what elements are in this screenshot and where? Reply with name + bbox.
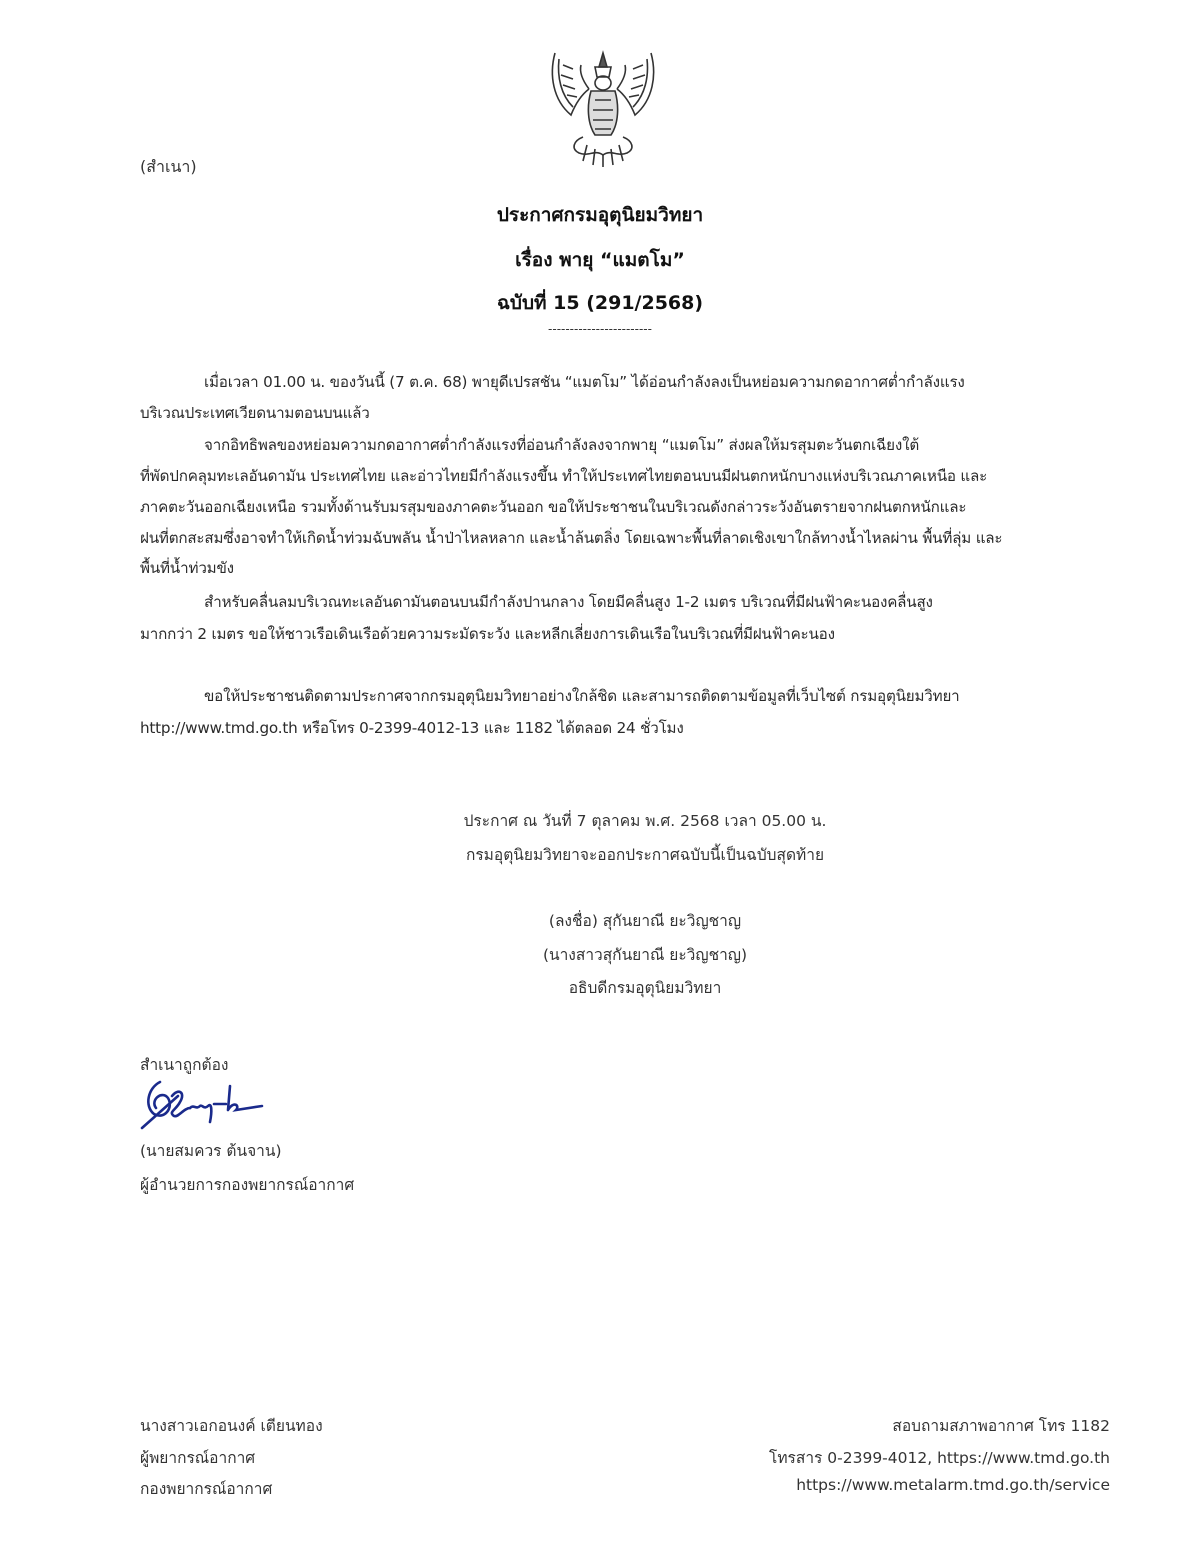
paragraph-4-line-1: ขอให้ประชาชนติดตามประกาศจากกรมอุตุนิยมวิทยาอย่างใกล้ชิด และสามารถติดตามข้อมูลที่เว็บไซต์ กรมอุตุนิยมวิทยา (204, 687, 960, 705)
paragraph-2-line-5: พื้นที่น้ำท่วมขัง (140, 559, 234, 577)
paragraph-1-line-1: เมื่อเวลา 01.00 น. ของวันนี้ (7 ต.ค. 68) พายุดีเปรสชัน “แมตโม” ได้อ่อนกำลังลงเป็นหย่อมความกดอากาศต่ำกำลังแรง (204, 373, 965, 391)
announcement-date: ประกาศ ณ วันที่ 7 ตุลาคม พ.ศ. 2568 เวลา 05.00 น. (463, 812, 827, 830)
paragraph-2-line-3: ภาคตะวันออกเฉียงเหนือ รวมทั้งด้านรับมรสุมของภาคตะวันออก ขอให้ประชาชนในบริเวณดังกล่าวระวังอันตรายจากฝนตกหนักและ (140, 498, 967, 516)
fax-and-website[interactable]: โทรสาร 0-2399-4012, https://www.tmd.go.th (769, 1449, 1110, 1467)
certifier-name: (นายสมควร ต้นจาน) (140, 1142, 282, 1160)
paragraph-2-line-1: จากอิทธิพลของหย่อมความกดอากาศต่ำกำลังแรงที่อ่อนกำลังลงจากพายุ “แมตโม” ส่งผลให้มรสุมตะวันตกเฉียงใต้ (204, 436, 919, 454)
signer-full-name: (นางสาวสุกันยาณี ยะวิญชาญ) (542, 946, 748, 964)
certified-copy-label: สำเนาถูกต้อง (140, 1056, 229, 1074)
paragraph-3-line-1: สำหรับคลื่นลมบริเวณทะเลอันดามันตอนบนมีกำลังปานกลาง โดยมีคลื่นสูง 1-2 เมตร บริเวณที่มีฝนฟ้าคะนองคลื่นสูง (204, 593, 933, 611)
paragraph-4-line-2: http://www.tmd.go.th หรือโทร 0-2399-4012-13 และ 1182 ได้ตลอด 24 ชั่วโมง (140, 719, 684, 737)
paragraph-3-line-2: มากกว่า 2 เมตร ขอให้ชาวเรือเดินเรือด้วยความระมัดระวัง และหลีกเลี่ยงการเดินเรือในบริเวณที่มีฝนฟ้าคะนอง (140, 625, 835, 643)
forecaster-position: ผู้พยากรณ์อากาศ (140, 1449, 256, 1467)
forecaster-division: กองพยากรณ์อากาศ (140, 1480, 273, 1498)
issue-number: ฉบับที่ 15 (291/2568) (496, 292, 704, 314)
page-title: ประกาศกรมอุตุนิยมวิทยา (496, 204, 704, 226)
subject-line: เรื่อง พายุ “แมตโม” (515, 249, 685, 271)
separator-line: ------------------------ (548, 322, 652, 336)
garuda-emblem-icon (543, 45, 663, 170)
signed-by: (ลงชื่อ) สุกันยาณี ยะวิญชาญ (548, 912, 742, 930)
weather-hotline: สอบถามสภาพอากาศ โทร 1182 (892, 1417, 1110, 1435)
certifier-position: ผู้อำนวยการกองพยากรณ์อากาศ (140, 1176, 355, 1194)
paragraph-2-line-4: ฝนที่ตกสะสมซึ่งอาจทำให้เกิดน้ำท่วมฉับพลัน น้ำป่าไหลหลาก และน้ำล้นตลิ่ง โดยเฉพาะพื้นที่ลาดเชิงเขาใกล้ทางน้ำไหลผ่าน พื้นที่ลุ่ม และ (140, 529, 1003, 547)
forecaster-name: นางสาวเอกอนงค์ เตียนทอง (140, 1417, 323, 1435)
paragraph-2-line-2: ที่พัดปกคลุมทะเลอันดามัน ประเทศไทย และอ่าวไทยมีกำลังแรงขึ้น ทำให้ประเทศไทยตอนบนมีฝนตกหนักบางแห่งบริเวณภาคเหนือ และ (140, 467, 988, 485)
signer-position: อธิบดีกรมอุตุนิยมวิทยา (568, 979, 722, 997)
paragraph-1-line-2: บริเวณประเทศเวียดนามตอนบนแล้ว (140, 404, 370, 422)
copy-label: (สำเนา) (140, 157, 197, 176)
final-issue-note: กรมอุตุนิยมวิทยาจะออกประกาศฉบับนี้เป็นฉบับสุดท้าย (465, 846, 825, 864)
service-url-link[interactable]: https://www.metalarm.tmd.go.th/service (796, 1476, 1110, 1494)
handwritten-signature-icon (138, 1078, 268, 1136)
